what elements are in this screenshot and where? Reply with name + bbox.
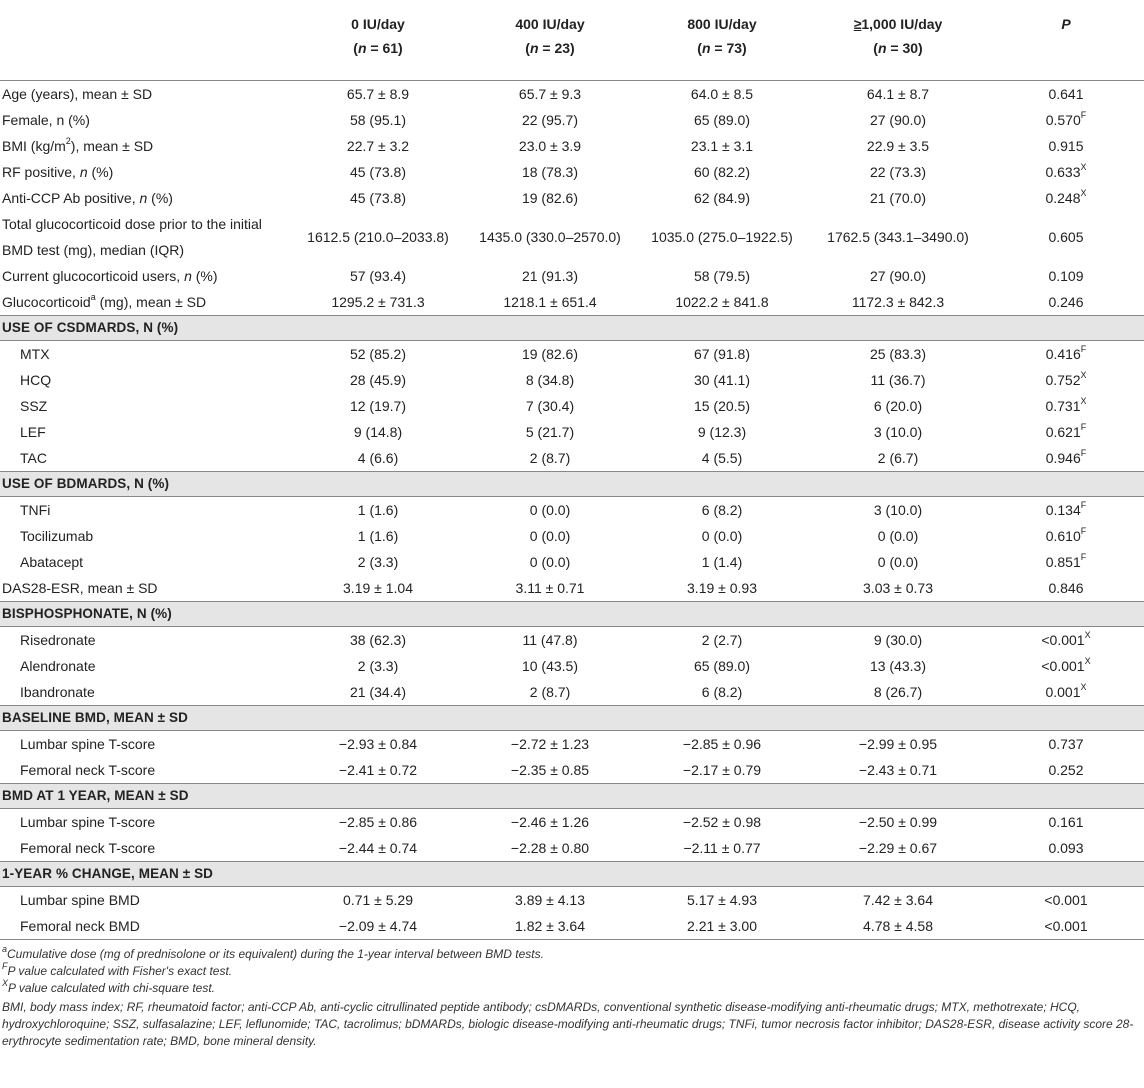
cell-value: 67 (91.8)	[693, 345, 751, 362]
row-label: DAS28-ESR, mean ± SD	[2, 579, 158, 596]
cell-value: 0 (0.0)	[701, 527, 743, 544]
table-row	[0, 496, 1144, 523]
row-label: Anti-CCP Ab positive, n (%)	[2, 189, 173, 206]
cell-p-value: $0.621^F$	[1045, 421, 1087, 440]
cell-value: 9 (14.8)	[353, 423, 403, 440]
row-label: Glucocorticoid$^a$ (mg), mean ± SD	[2, 291, 207, 310]
header-col-n: (n = 30)	[873, 40, 923, 56]
cell-value: 9 (12.3)	[697, 423, 747, 440]
section-header	[0, 601, 1144, 626]
cell-value: −2.46 ± 1.26	[510, 813, 590, 830]
cell-value: 11 (47.8)	[522, 631, 578, 648]
row-label: Total glucocorticoid dose prior to the initial BMD test (mg), median (IQR)	[2, 215, 262, 258]
section-title: BISPHOSPHONATE, N (%)	[0, 601, 1144, 626]
table-row	[0, 263, 1144, 289]
table-row	[0, 523, 1144, 549]
cell-value: 22.7 ± 3.2	[346, 137, 410, 154]
cell-p-value: $0.731^X$	[1045, 395, 1087, 414]
header-col-0	[292, 0, 464, 80]
table-row	[0, 133, 1144, 159]
cell-value: −2.41 ± 0.72	[338, 761, 418, 778]
section-header	[0, 783, 1144, 808]
cell-value: −2.93 ± 0.84	[338, 735, 418, 752]
header-col-1	[464, 0, 636, 80]
header-col-n: (n = 73)	[697, 40, 747, 56]
row-label: Tocilizumab	[20, 527, 94, 544]
cell-value: 65.7 ± 9.3	[518, 85, 582, 102]
cell-value: 13 (43.3)	[869, 657, 927, 674]
cell-value: 2 (3.3)	[357, 657, 399, 674]
header-lead	[0, 0, 292, 80]
table-row	[0, 679, 1144, 706]
cell-value: 3 (10.0)	[873, 501, 923, 518]
cell-value: 21 (34.4)	[349, 683, 407, 700]
cell-value: 2 (3.3)	[357, 553, 399, 570]
cell-value: 0.71 ± 5.29	[343, 891, 413, 908]
table-row	[0, 575, 1144, 602]
cell-value: −2.43 ± 0.71	[858, 761, 938, 778]
section-title: BMD AT 1 YEAR, MEAN ± SD	[0, 783, 1144, 808]
cell-value: 0 (0.0)	[529, 501, 571, 518]
cell-p-value: 0.093	[1048, 839, 1084, 856]
cell-value: 1218.1 ± 651.4	[503, 293, 597, 310]
cell-p-value: $0.570^F$	[1045, 109, 1087, 128]
cell-value: −2.85 ± 0.86	[338, 813, 418, 830]
cell-p-value: 0.915	[1048, 137, 1084, 154]
row-label: Risedronate	[20, 631, 96, 648]
cell-value: 27 (90.0)	[869, 267, 927, 284]
cell-value: 22 (95.7)	[521, 111, 579, 128]
cell-value: 65 (89.0)	[693, 657, 751, 674]
cell-value: 19 (82.6)	[521, 345, 579, 362]
row-label: Age (years), mean ± SD	[2, 85, 153, 102]
cell-value: 12 (19.7)	[349, 397, 407, 414]
row-label: TNFi	[20, 501, 51, 518]
row-label: Alendronate	[20, 657, 96, 674]
cell-value: 64.0 ± 8.5	[690, 85, 754, 102]
cell-value: 0 (0.0)	[529, 553, 571, 570]
cell-value: 57 (93.4)	[349, 267, 407, 284]
cell-value: 2 (2.7)	[701, 631, 743, 648]
section-title: BASELINE BMD, MEAN ± SD	[0, 705, 1144, 730]
cell-value: 3.11 ± 0.71	[515, 579, 585, 596]
cell-value: −2.44 ± 0.74	[338, 839, 418, 856]
table-row	[0, 913, 1144, 940]
cell-p-value: $<0.001^X$	[1041, 629, 1091, 648]
table-row	[0, 757, 1144, 784]
cell-p-value: $0.001^X$	[1045, 681, 1087, 700]
cell-p-value: $0.134^F$	[1045, 499, 1087, 518]
cell-value: 11 (36.7)	[870, 371, 926, 388]
row-label: Ibandronate	[20, 683, 95, 700]
cell-value: 0 (0.0)	[529, 527, 571, 544]
cell-value: 4.78 ± 4.58	[808, 913, 988, 940]
row-label: Lumbar spine T-score	[20, 735, 156, 752]
cell-value: 23.1 ± 3.1	[690, 137, 754, 154]
table-row	[0, 730, 1144, 757]
cell-value: 6 (8.2)	[701, 683, 743, 700]
header-col-3	[808, 0, 988, 80]
cell-value: 5.17 ± 4.93	[687, 891, 757, 908]
section-title: USE OF CSDMARDS, N (%)	[0, 315, 1144, 340]
cell-value: 0 (0.0)	[877, 527, 919, 544]
cell-value: −2.28 ± 0.80	[510, 839, 590, 856]
cell-value: −2.11 ± 0.77	[683, 839, 761, 856]
cell-value: 5 (21.7)	[525, 423, 575, 440]
table-header	[0, 0, 1144, 80]
cell-value: 10 (43.5)	[521, 657, 579, 674]
cell-p-value: $0.946^F$	[1045, 447, 1087, 466]
cell-value: 6 (20.0)	[873, 397, 923, 414]
row-label: Femoral neck BMD	[0, 913, 292, 940]
table-row	[0, 549, 1144, 575]
header-col-label: ≥1,000 IU/day	[853, 16, 943, 32]
cell-p-value: $0.752^X$	[1045, 369, 1087, 388]
cell-value: 4 (5.5)	[701, 449, 743, 466]
cell-p-value: 0.109	[1048, 267, 1084, 284]
cell-value: 8 (26.7)	[873, 683, 923, 700]
section-title: USE OF BDMARDS, N (%)	[0, 471, 1144, 496]
table-row	[0, 340, 1144, 367]
row-label: Lumbar spine T-score	[20, 813, 156, 830]
header-col-2	[636, 0, 808, 80]
cell-value: −2.52 ± 0.98	[682, 813, 762, 830]
cell-value: 19 (82.6)	[521, 189, 579, 206]
cell-p-value: <0.001	[988, 913, 1144, 940]
footnote-abbreviations: BMI, body mass index; RF, rheumatoid factor; anti-CCP Ab, anti-cyclic citrullinated peptide antibody; csDMARDs, conventional synthetic disease-modifying anti-rheumatic drugs; MTX, methotrexate; HCQ, hydroxychloroquine; SSZ, sulfasalazine; LEF, leflunomide; TAC, tacrolimus; bDMARDs, biologic disease-modifying anti-rheumatic drugs; TNFi, tumor necrosis factor inhibitor; DAS28-ESR, disease activity score 28-erythrocyte sedimentation rate; BMD, bone mineral density.	[2, 999, 1134, 1048]
cell-value: 2.21 ± 3.00	[636, 913, 808, 940]
cell-value: 1612.5 (210.0–2033.8)	[307, 228, 449, 245]
cell-value: 3.19 ± 1.04	[343, 579, 413, 596]
cell-value: 64.1 ± 8.7	[866, 85, 930, 102]
cell-p-value: 0.161	[1048, 813, 1084, 830]
cell-value: 3.03 ± 0.73	[863, 579, 933, 596]
table-row	[0, 445, 1144, 472]
cell-value: 1 (1.4)	[701, 553, 743, 570]
footnote-x: $^X$P value calculated with chi-square test.	[2, 977, 216, 995]
cell-value: 6 (8.2)	[701, 501, 743, 518]
cell-value: 52 (85.2)	[349, 345, 407, 362]
cell-p-value: $0.851^F$	[1045, 551, 1087, 570]
cell-value: 1295.2 ± 731.3	[331, 293, 425, 310]
header-col-label: 800 IU/day	[687, 16, 757, 32]
row-label: BMI $(kg/m^2)$, mean ± SD	[2, 135, 154, 154]
cell-value: 65.7 ± 8.9	[346, 85, 410, 102]
cell-value: 2 (8.7)	[529, 449, 571, 466]
cell-value: −2.72 ± 1.23	[510, 735, 590, 752]
cell-p-value: 0.641	[1048, 85, 1084, 102]
row-label: Femoral neck T-score	[20, 839, 156, 856]
table-row	[0, 80, 1144, 107]
cell-value: 15 (20.5)	[693, 397, 751, 414]
footnotes	[0, 940, 1144, 1050]
row-label: Current glucocorticoid users, n (%)	[2, 267, 218, 284]
table-row	[0, 393, 1144, 419]
section-title: 1-YEAR % CHANGE, MEAN ± SD	[0, 861, 1144, 886]
table-row	[0, 185, 1144, 211]
cell-value: 18 (78.3)	[521, 163, 579, 180]
cell-value: 62 (84.9)	[693, 189, 751, 206]
cell-value: 2 (8.7)	[529, 683, 571, 700]
cell-value: 25 (83.3)	[869, 345, 927, 362]
cell-value: 21 (70.0)	[869, 189, 927, 206]
table-row	[0, 159, 1144, 185]
table-row	[0, 808, 1144, 835]
cell-p-value: $0.610^F$	[1045, 525, 1087, 544]
table-row	[0, 211, 1144, 263]
row-label: Lumbar spine BMD	[20, 891, 140, 908]
cell-value: 8 (34.8)	[525, 371, 575, 388]
row-label: MTX	[20, 345, 50, 362]
row-label: Female, n (%)	[2, 111, 90, 128]
header-col-n: (n = 61)	[353, 40, 403, 56]
cell-value: 1 (1.6)	[357, 501, 399, 518]
footnote-a: $^a$Cumulative dose (mg of prednisolone or its equivalent) during the 1-year interval between BMD tests.	[2, 943, 544, 961]
header-p: P	[988, 0, 1144, 80]
cell-p-value: 0.605	[1048, 228, 1084, 245]
row-label: SSZ	[20, 397, 48, 414]
cell-value: 1435.0 (330.0–2570.0)	[479, 228, 621, 245]
row-label: LEF	[20, 423, 46, 440]
cell-value: 22 (73.3)	[869, 163, 927, 180]
cell-value: 1762.5 (343.1–3490.0)	[827, 228, 969, 245]
cell-p-value: 0.737	[1048, 735, 1084, 752]
cell-value: −2.29 ± 0.67	[858, 839, 938, 856]
cell-value: 1.82 ± 3.64	[464, 913, 636, 940]
cell-value: −2.35 ± 0.85	[510, 761, 590, 778]
section-header	[0, 705, 1144, 730]
cell-p-value: <0.001	[1044, 891, 1088, 908]
table-row	[0, 419, 1144, 445]
cell-value: 58 (95.1)	[349, 111, 407, 128]
section-header	[0, 471, 1144, 496]
cell-p-value: 0.246	[1048, 293, 1084, 310]
cell-value: 30 (41.1)	[693, 371, 751, 388]
header-col-label: 0 IU/day	[351, 16, 405, 32]
cell-value: 21 (91.3)	[521, 267, 579, 284]
header-col-label: 400 IU/day	[515, 16, 585, 32]
table-row	[0, 107, 1144, 133]
cell-value: 2 (6.7)	[877, 449, 919, 466]
table-row	[0, 367, 1144, 393]
cell-p-value: $0.248^X$	[1045, 187, 1087, 206]
cell-value: 3 (10.0)	[873, 423, 923, 440]
cell-value: 1022.2 ± 841.8	[675, 293, 769, 310]
cell-value: 45 (73.8)	[349, 189, 407, 206]
table-row	[0, 289, 1144, 316]
row-label: TAC	[20, 449, 47, 466]
cell-value: 28 (45.9)	[349, 371, 407, 388]
cell-value: 4 (6.6)	[357, 449, 399, 466]
cell-value: 38 (62.3)	[349, 631, 407, 648]
cell-p-value: 0.846	[1048, 579, 1084, 596]
cell-value: 27 (90.0)	[869, 111, 927, 128]
cell-value: 9 (30.0)	[873, 631, 923, 648]
cell-p-value: 0.252	[1048, 761, 1084, 778]
table-row	[0, 835, 1144, 862]
table-row	[0, 886, 1144, 913]
cell-value: 58 (79.5)	[693, 267, 751, 284]
cell-p-value: $0.633^X$	[1045, 161, 1087, 180]
header-col-n: (n = 23)	[525, 40, 575, 56]
cell-value: 60 (82.2)	[693, 163, 751, 180]
cell-value: 1172.3 ± 842.3	[851, 293, 945, 310]
cell-value: 7 (30.4)	[525, 397, 575, 414]
table-row	[0, 626, 1144, 653]
cell-value: −2.09 ± 4.74	[292, 913, 464, 940]
cell-value: 22.9 ± 3.5	[866, 137, 930, 154]
cell-value: 1035.0 (275.0–1922.5)	[651, 228, 793, 245]
cell-p-value: $<0.001^X$	[1041, 655, 1091, 674]
cell-value: 3.89 ± 4.13	[515, 891, 585, 908]
cell-value: 3.19 ± 0.93	[687, 579, 757, 596]
row-label: Femoral neck T-score	[20, 761, 156, 778]
cell-value: 23.0 ± 3.9	[518, 137, 582, 154]
cell-p-value: $0.416^F$	[1045, 343, 1087, 362]
cell-value: 1 (1.6)	[357, 527, 399, 544]
cell-value: 65 (89.0)	[693, 111, 751, 128]
row-label: HCQ	[20, 371, 52, 388]
section-header	[0, 315, 1144, 340]
row-label: RF positive, n (%)	[2, 163, 114, 180]
cell-value: 45 (73.8)	[349, 163, 407, 180]
cell-value: −2.17 ± 0.79	[682, 761, 762, 778]
table-body	[0, 80, 1144, 939]
cell-value: −2.99 ± 0.95	[858, 735, 938, 752]
cell-value: −2.85 ± 0.96	[682, 735, 762, 752]
cell-value: 7.42 ± 3.64	[863, 891, 933, 908]
cell-value: −2.50 ± 0.99	[858, 813, 938, 830]
row-label: Abatacept	[20, 553, 84, 570]
footnote-f: $^F$P value calculated with Fisher's exact test.	[2, 960, 233, 978]
table-row	[0, 653, 1144, 679]
cell-value: 0 (0.0)	[877, 553, 919, 570]
section-header	[0, 861, 1144, 886]
